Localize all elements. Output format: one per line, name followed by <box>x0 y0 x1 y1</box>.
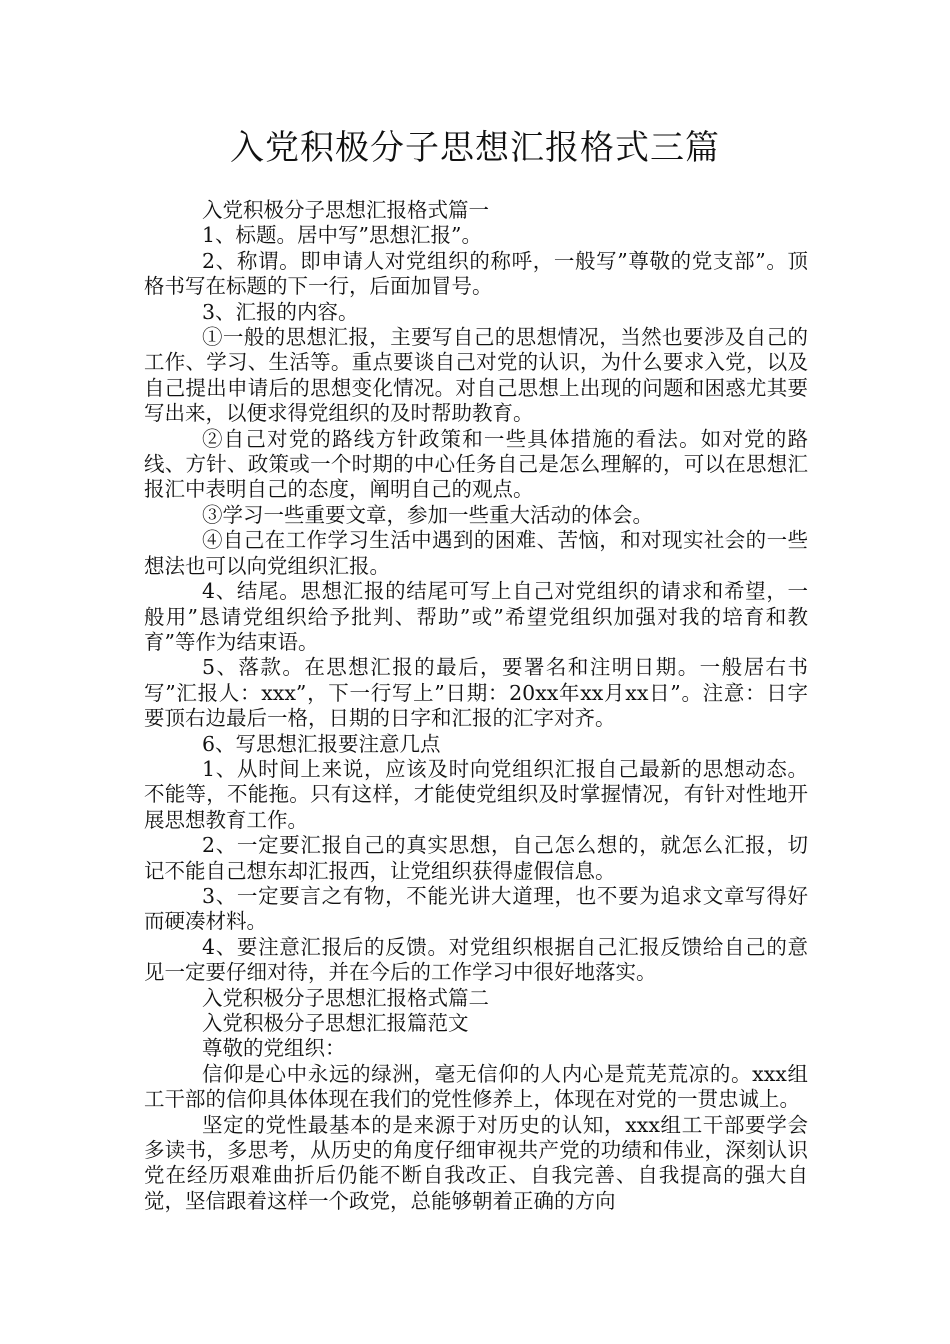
paragraph: 入党积极分子思想汇报篇范文 <box>202 1011 469 1035</box>
paragraph: 3、汇报的内容。 <box>202 299 359 324</box>
paragraph: ①一般的思想汇报，主要写自己的思想情况，当然也要涉及自己的工作、学习、生活等。重点要谈自己对党的认识，为什么要求入党，以及自己提出申请后的思想变化情况。对自己思想上出现的问题和困惑尤其要写出来，以便求得党组织的及时帮助教育。 <box>144 325 808 426</box>
paragraph: 尊敬的党组织： <box>202 1036 346 1061</box>
document-title: 入党积极分子思想汇报格式三篇 <box>230 128 720 168</box>
paragraph: 6、写思想汇报要注意几点 <box>202 731 441 756</box>
paragraph: 1、标题。居中写”思想汇报”。 <box>202 223 483 248</box>
paragraph: 3、一定要言之有物，不能光讲大道理，也不要为追求文章写得好而硬凑材料。 <box>144 883 808 934</box>
document-body <box>144 198 808 1214</box>
paragraph: 2、一定要汇报自己的真实思想，自己怎么想的，就怎么汇报，切记不能自己想东却汇报西，让党组织获得虚假信息。 <box>144 833 808 883</box>
paragraph: 入党积极分子思想汇报格式篇一 <box>202 198 489 222</box>
paragraph: 4、结尾。思想汇报的结尾可写上自己对党组织的请求和希望，一般用”恳请党组织给予批判、帮助”或”希望党组织加强对我的培育和教育”等作为结束语。 <box>144 579 808 654</box>
paragraph: 信仰是心中永远的绿洲，毫无信仰的人内心是荒芜荒凉的。xxx组工干部的信仰具体体现在我们的党性修养上，体现在对党的一贯忠诚上。 <box>144 1061 808 1112</box>
paragraph: 2、称谓。即申请人对党组织的称呼，一般写”尊敬的党支部”。顶格书写在标题的下一行，后面加冒号。 <box>144 248 808 299</box>
paragraph: 4、要注意汇报后的反馈。对党组织根据自己汇报反馈给自己的意见一定要仔细对待，并在今后的工作学习中很好地落实。 <box>144 934 808 985</box>
paragraph: 入党积极分子思想汇报格式篇二 <box>202 985 489 1010</box>
paragraph: 5、落款。在思想汇报的最后，要署名和注明日期。一般居右书写”汇报人：xxx”，下一行写上”日期：20xx年xx月xx日”。注意：日字要顶右边最后一格，日期的日字和汇报的汇字对齐。 <box>144 655 808 731</box>
paragraph: ④自己在工作学习生活中遇到的困难、苦恼，和对现实社会的一些想法也可以向党组织汇报。 <box>144 528 808 578</box>
paragraph: 1、从时间上来说，应该及时向党组织汇报自己最新的思想动态。不能等，不能拖。只有这样，才能使党组织及时掌握情况，有针对性地开展思想教育工作。 <box>144 756 808 832</box>
paragraph: ②自己对党的路线方针政策和一些具体措施的看法。如对党的路线、方针、政策或一个时期的中心任务自己是怎么理解的，可以在思想汇报汇中表明自己的态度，阐明自己的观点。 <box>144 426 808 502</box>
paragraph: 坚定的党性最基本的是来源于对历史的认知，xxx组工干部要学会多读书，多思考，从历史的角度仔细审视共产党的功绩和伟业，深刻认识党在经历艰难曲折后仍能不断自我改正、自我完善、自我提高的强大自觉，坚信跟着这样一个政党，总能够朝着正确的方向 <box>144 1112 808 1213</box>
paragraph: ③学习一些重要文章，参加一些重大活动的体会。 <box>202 502 653 527</box>
